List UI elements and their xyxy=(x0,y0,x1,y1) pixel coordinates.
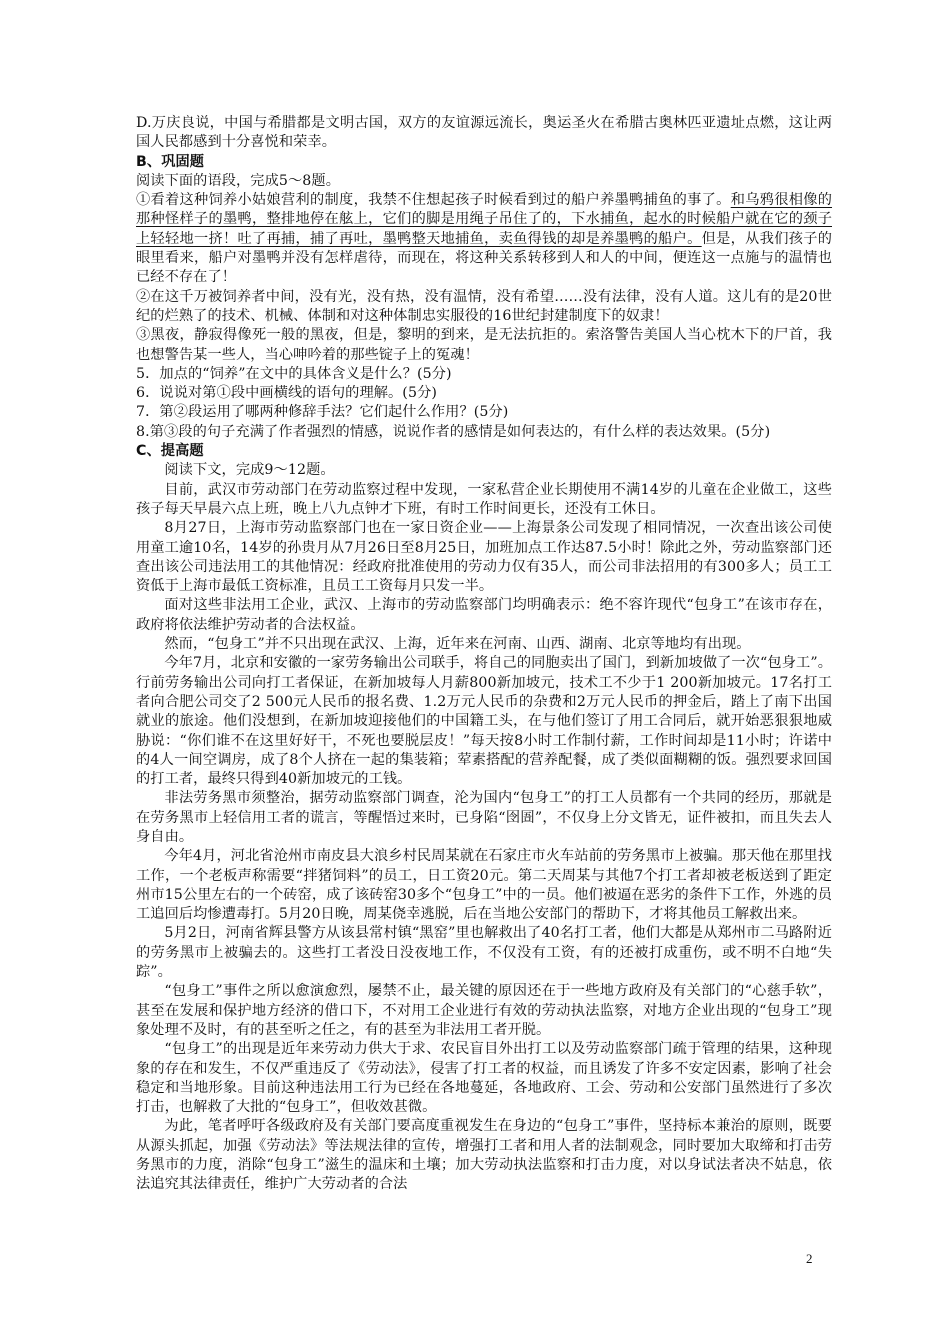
article-paragraph: 今年7月，北京和安徽的一家劳务输出公司联手，将自己的同胞卖出了国门，到新加坡做了一次“包身工”。行前劳务输出公司向打工者保证，在新加坡每人月薪800新加坡元，技术工不少于1 200新加坡元。17名打工者向合肥公司交了2 500元人民币的报名费、1.2万元人民币的杂费和2万元人民币的押金后，踏上了南下出国就业的旅途。他们没想到，在新加坡迎接他们的中国籍工头，在与他们签订了用工合同后，就开始恶狠狠地威胁说：“你们谁不在这里好好干，不死也要脱层皮！”每天按8小时工作制付薪，工作时间却是11小时；许诺中的4人一间空调房，成了8个人挤在一起的集装箱；荤素搭配的营养配餐，成了类似面糊糊的饭。强烈要求回国的打工者，最终只得到40新加坡元的工钱。 xyxy=(136,655,832,788)
article-paragraph: 阅读下文，完成9～12题。 xyxy=(164,462,335,479)
page-number: 2 xyxy=(806,1251,813,1266)
question-6: 6．说说对第①段中画横线的语句的理解。(5分) xyxy=(136,385,437,402)
underlined-sentence: 和乌鸦很相像的那种怪样子的墨鸭，整排地停在舷上，它们的脚是用绳子吊住了的，下水捕鱼，起水的时候船户就在它的颈子上轻轻地一挤！吐了再捕，捕了再吐，墨鸭整天地捕鱼，卖鱼得钱的却是养墨鸭的船户。 xyxy=(136,192,833,247)
article-paragraph: “包身工”的出现是近年来劳动力供大于求、农民盲目外出打工以及劳动监察部门疏于管理的结果，这种现象的存在和发生，不仅严重违反了《劳动法》，侵害了打工者的权益，而且诱发了许多不安定因素，影响了社会稳定和当地形象。目前这种违法用工行为已经在各地蔓延，各地政府、工会、劳动和公安部门虽然进行了多次打击，也解救了大批的“包身工”，但收效甚微。 xyxy=(136,1041,832,1116)
passage-paragraph-3: ③黑夜，静寂得像死一般的黑夜，但是，黎明的到来，是无法抗拒的。索洛警告美国人当心枕木下的尸首，我也想警告某一些人，当心呻吟着的那些锭子上的冤魂！ xyxy=(136,327,832,363)
passage-paragraph-2: ②在这千万被饲养者中间，没有光，没有热，没有温情，没有希望……没有法律，没有人道。这儿有的是20世纪的烂熟了的技术、机械、体制和对这种体制忠实服役的16世纪封建制度下的奴隶！ xyxy=(136,288,832,324)
document-page xyxy=(136,114,832,1195)
article-paragraph: 非法劳务黑市须整治，据劳动监察部门调查，沦为国内“包身工”的打工人员都有一个共同的经历，那就是在劳务黑市上轻信用工者的谎言，等醒悟过来时，已身陷“囹圄”，不仅身上分文皆无，证件被扣，而且失去人身自由。 xyxy=(136,790,832,845)
article-paragraph: “包身工”事件之所以愈演愈烈，屡禁不止，最关键的原因还在于一些地方政府及有关部门的“心慈手软”，甚至在发展和保护地方经济的借口下，不对用工企业进行有效的劳动执法监察，对地方企业出现的“包身工”现象处理不及时，有的甚至听之任之，有的甚至为非法用工者开脱。 xyxy=(136,983,832,1038)
question-8: 8.第③段的句子充满了作者强烈的情感，说说作者的感情是如何表达的，有什么样的表达效果。(5分) xyxy=(136,423,771,440)
section-c-heading: C、提高题 xyxy=(136,443,204,460)
passage-1-end: 但是，从我们孩子的眼里看来，船户对墨鸭并没有怎样虐待，而现在，将这种关系转移到人和人的中间，便连这一点施与的温情也已经不存在了！ xyxy=(136,230,832,286)
article-paragraph: 目前，武汉市劳动部门在劳动监察过程中发现，一家私营企业长期使用不满14岁的儿童在企业做工，这些孩子每天早晨六点上班，晚上八九点钟才下班，有时工作时间更长，还没有工休日。 xyxy=(136,481,832,517)
question-7: 7．第②段运用了哪两种修辞手法？它们起什么作用？(5分) xyxy=(136,404,509,421)
article-paragraph: 然而，“包身工”并不只出现在武汉、上海，近年来在河南、山西、湖南、北京等地均有出现。 xyxy=(164,636,751,653)
option-d: D.万庆良说，中国与希腊都是文明古国，双方的友谊源远流长，奥运圣火在希腊古奥林匹亚遗址点燃，这让两国人民都感到十分喜悦和荣幸。 xyxy=(136,115,832,151)
article-paragraph: 5月2日，河南省辉县警方从该县常村镇“黑窑”里也解救出了40名打工者，他们大都是从郑州市二马路附近的劳务黑市上被骗去的。这些打工者没日没夜地工作，不仅没有工资，有的还被打成重伤，或不明不白地“失踪”。 xyxy=(136,925,832,981)
passage-1-start: ①看着这种饲养小姑娘营利的制度，我禁不住想起孩子时候看到过的船户养墨鸭捕鱼的事了。 xyxy=(136,192,731,209)
article-paragraph: 为此，笔者呼吁各级政府及有关部门要高度重视发生在身边的“包身工”事件，坚持标本兼治的原则，既要从源头抓起，加强《劳动法》等法规法律的宣传，增强打工者和用人者的法制观念，同时要加大取缔和打击劳务黑市的力度，消除“包身工”滋生的温床和土壤；加大劳动执法监察和打击力度，对以身试法者决不姑息，依法追究其法律责任，维护广大劳动者的合法 xyxy=(136,1118,832,1193)
section-b-intro: 阅读下面的语段，完成5～8题。 xyxy=(136,172,340,189)
article-paragraph: 8月27日，上海市劳动监察部门也在一家日资企业——上海景条公司发现了相同情况，一次查出该公司使用童工逾10名，14岁的孙贵月从7月26日至8月25日，加班加点工作达87.5小时！除此之外，劳动监察部门还查出该公司违法用工的其他情况：经政府批准使用的劳动力仅有35人，而公司非法招用的有300多人；员工工资低于上海市最低工资标准，且员工工资每月只发一半。 xyxy=(136,520,832,595)
article-paragraph: 面对这些非法用工企业，武汉、上海市的劳动监察部门均明确表示：绝不容许现代“包身工”在该市存在，政府将依法维护劳动者的合法权益。 xyxy=(136,597,832,633)
section-b-heading: B、巩固题 xyxy=(136,153,205,170)
question-5: 5．加点的“饲养”在文中的具体含义是什么？(5分) xyxy=(136,365,452,382)
article-paragraph: 今年4月，河北省沧州市南皮县大浪乡村民周某就在石家庄市火车站前的劳务黑市上被骗。那天他在那里找工作，一个老板声称需要“拌猪饲料”的员工，日工资20元。第二天周某与其他7个打工者却被老板送到了距定州市15公里左右的一个砖窑，成了该砖窑30多个“包身工”中的一员。他们被逼在恶劣的条件下工作，外逃的员工追回后均惨遭毒打。5月20日晚，周某侥幸逃脱，后在当地公安部门的帮助下，才将其他员工解救出来。 xyxy=(136,848,832,923)
passage-paragraph-1 xyxy=(136,191,832,287)
